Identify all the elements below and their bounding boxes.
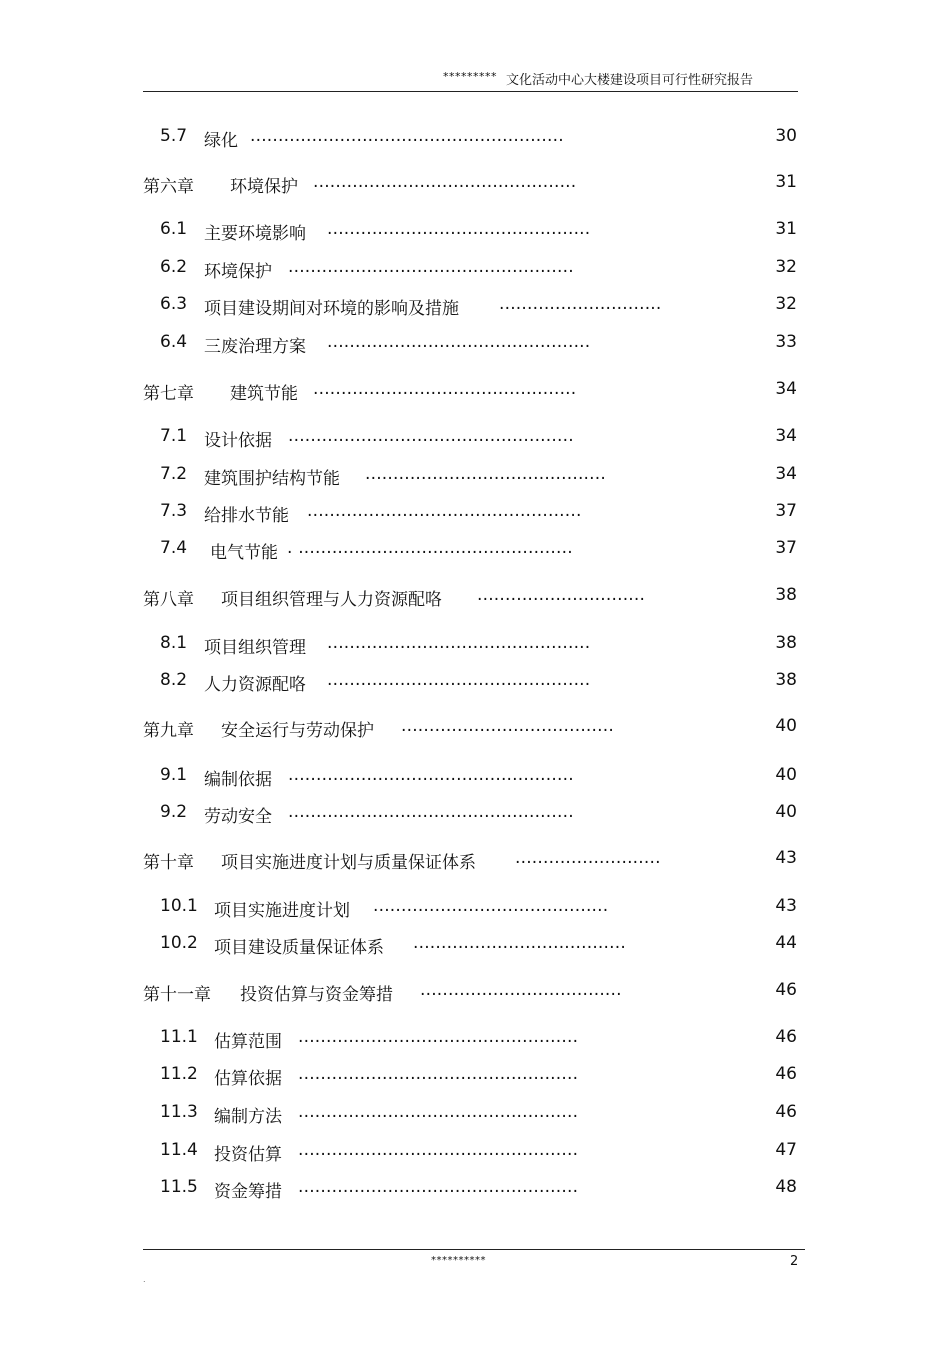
toc-leader: ...................................................: [288, 802, 574, 822]
header-mark: *********: [443, 70, 497, 83]
header-rule: [143, 91, 798, 92]
toc-page: 34: [775, 379, 797, 399]
toc-title: 项目实施进度计划与质量保证体系: [221, 853, 476, 873]
toc-leader: ...........................................: [365, 464, 606, 484]
toc-number: 6.3: [160, 294, 188, 314]
toc-number: 11.3: [160, 1102, 198, 1122]
toc-page: 46: [775, 1102, 797, 1122]
toc-title: 项目组织管理与人力资源配咯: [221, 590, 442, 610]
toc-title: 项目组织管理: [204, 638, 306, 658]
toc-entry-11-3[interactable]: [0, 1102, 950, 1126]
toc-page: 46: [775, 1064, 797, 1084]
toc-number: 6.1: [160, 219, 188, 239]
toc-entry-7-1[interactable]: [0, 426, 950, 450]
toc-page: 32: [775, 257, 797, 277]
page-header: [0, 0, 950, 100]
toc-number: 10.1: [160, 896, 198, 916]
toc-leader: ....................................: [420, 980, 622, 1000]
toc-entry-6-4[interactable]: [0, 332, 950, 356]
toc-leader: ..................................................: [298, 1177, 579, 1197]
toc-title: 设计依据: [204, 431, 272, 451]
toc-entry-6-1[interactable]: [0, 219, 950, 243]
toc-title: 资金筹措: [214, 1182, 282, 1202]
toc-page: 47: [775, 1140, 797, 1160]
toc-number: 11.4: [160, 1140, 198, 1160]
toc-entry-7-3[interactable]: [0, 501, 950, 525]
toc-page: 37: [775, 538, 797, 558]
toc-number: 7.4: [160, 538, 188, 558]
toc-number: 第十章: [143, 853, 194, 873]
toc-leader: ..............................: [477, 585, 646, 605]
toc-page: 46: [775, 1027, 797, 1047]
toc-leader: ...............................................: [327, 670, 591, 690]
toc-leader: ..........................: [515, 848, 661, 868]
toc-entry-11-4[interactable]: [0, 1140, 950, 1164]
toc-page: 38: [775, 585, 797, 605]
toc-entry-5-7[interactable]: [0, 126, 950, 150]
toc-leader: ......................................: [401, 716, 614, 736]
toc-entry-6-3[interactable]: [0, 294, 950, 318]
toc-chapter-6[interactable]: [0, 172, 950, 196]
footer-dot: .: [143, 1275, 146, 1284]
toc-page: 48: [775, 1177, 797, 1197]
toc-title: 编制方法: [214, 1107, 282, 1127]
toc-title: 环境保护: [204, 262, 272, 282]
toc-leader: ...............................................: [313, 379, 577, 399]
toc-leader: ...............................................: [327, 332, 591, 352]
toc-title: 建筑围护结构节能: [204, 469, 340, 489]
toc-chapter-8[interactable]: [0, 585, 950, 609]
toc-number: 11.5: [160, 1177, 198, 1197]
toc-page: 34: [775, 464, 797, 484]
toc-entry-7-4[interactable]: [0, 538, 950, 562]
toc-page: 38: [775, 633, 797, 653]
toc-entry-10-1[interactable]: [0, 896, 950, 920]
toc-title: 劳动安全: [204, 807, 272, 827]
toc-leader: ..........................................: [373, 896, 609, 916]
toc-leader: ..................................................: [298, 1102, 579, 1122]
toc-number: 9.2: [160, 802, 188, 822]
toc-title: 项目建设期间对环境的影响及措施: [204, 299, 459, 319]
toc-chapter-11[interactable]: [0, 980, 950, 1004]
toc-leader: ...................................................: [288, 765, 574, 785]
toc-chapter-10[interactable]: [0, 848, 950, 872]
toc-page: 33: [775, 332, 797, 352]
toc-chapter-7[interactable]: [0, 379, 950, 403]
toc-page: 40: [775, 716, 797, 736]
toc-leader: ..................................................: [298, 1140, 579, 1160]
toc-page: 46: [775, 980, 797, 1000]
toc-leader: ......................................: [413, 933, 626, 953]
toc-number: 第八章: [143, 590, 194, 610]
toc-entry-10-2[interactable]: [0, 933, 950, 957]
toc-number: 8.2: [160, 670, 188, 690]
toc-title: 电气节能: [210, 543, 278, 563]
toc-entry-11-1[interactable]: [0, 1027, 950, 1051]
toc-leader: ...................................................: [288, 257, 574, 277]
toc-number: 第九章: [143, 721, 194, 741]
toc-page: 43: [775, 896, 797, 916]
toc-page: 43: [775, 848, 797, 868]
toc-title: 人力资源配咯: [204, 675, 306, 695]
toc-entry-8-1[interactable]: [0, 633, 950, 657]
toc-number: 11.2: [160, 1064, 198, 1084]
toc-number: 第六章: [143, 177, 194, 197]
toc-page: 31: [775, 219, 797, 239]
toc-entry-11-5[interactable]: [0, 1177, 950, 1201]
toc-leader: ...................................................: [288, 426, 574, 446]
toc-title: 投资估算与资金筹措: [240, 985, 393, 1005]
toc-title: 环境保护: [230, 177, 298, 197]
toc-leader: ..................................................: [298, 1064, 579, 1084]
toc-entry-8-2[interactable]: [0, 670, 950, 694]
toc-title: 估算依据: [214, 1069, 282, 1089]
toc-page: 32: [775, 294, 797, 314]
toc-leader: .................................................: [307, 501, 582, 521]
toc-title: 绿化: [204, 131, 238, 151]
toc-title: 编制依据: [204, 770, 272, 790]
toc-title: 投资估算: [214, 1145, 282, 1165]
toc-leader: ........................................................: [250, 126, 564, 146]
toc-chapter-9[interactable]: [0, 716, 950, 740]
toc-title: 给排水节能: [204, 506, 289, 526]
toc-page: 44: [775, 933, 797, 953]
toc-leader: . .................................................: [287, 538, 573, 558]
toc-number: 7.3: [160, 501, 188, 521]
toc-page: 31: [775, 172, 797, 192]
toc-page: 37: [775, 501, 797, 521]
toc-leader: ...............................................: [327, 633, 591, 653]
toc-title: 项目实施进度计划: [214, 901, 350, 921]
toc-entry-9-1[interactable]: [0, 765, 950, 789]
toc-number: 8.1: [160, 633, 188, 653]
toc-number: 6.4: [160, 332, 188, 352]
toc-title: 三废治理方案: [204, 337, 306, 357]
toc-entry-9-2[interactable]: [0, 802, 950, 826]
footer-rule: [143, 1249, 805, 1250]
toc-page: 40: [775, 765, 797, 785]
toc-leader: ...............................................: [327, 219, 591, 239]
toc-number: 9.1: [160, 765, 188, 785]
toc-number: 7.2: [160, 464, 188, 484]
toc-page: 38: [775, 670, 797, 690]
toc-title: 建筑节能: [230, 384, 298, 404]
toc-number: 6.2: [160, 257, 188, 277]
toc-number: 10.2: [160, 933, 198, 953]
toc-page: 30: [775, 126, 797, 146]
page-number: 2: [790, 1254, 799, 1269]
toc-number: 11.1: [160, 1027, 198, 1047]
toc-page: 34: [775, 426, 797, 446]
footer-mark: **********: [431, 1255, 486, 1266]
toc-leader: .............................: [499, 294, 662, 314]
toc-number: 7.1: [160, 426, 188, 446]
toc-page: 40: [775, 802, 797, 822]
toc-title: 安全运行与劳动保护: [221, 721, 374, 741]
toc-entry-6-2[interactable]: [0, 257, 950, 281]
header-title: 文化活动中心大楼建设项目可行性研究报告: [506, 73, 754, 88]
toc-title: 估算范围: [214, 1032, 282, 1052]
toc-leader: ..................................................: [298, 1027, 579, 1047]
toc-number: 5.7: [160, 126, 188, 146]
toc-title: 主要环境影响: [204, 224, 306, 244]
toc-entry-7-2[interactable]: [0, 464, 950, 488]
toc-number: 第七章: [143, 384, 194, 404]
toc-entry-11-2[interactable]: [0, 1064, 950, 1088]
toc-title: 项目建设质量保证体系: [214, 938, 384, 958]
toc-leader: ...............................................: [313, 172, 577, 192]
toc-number: 第十一章: [143, 985, 211, 1005]
